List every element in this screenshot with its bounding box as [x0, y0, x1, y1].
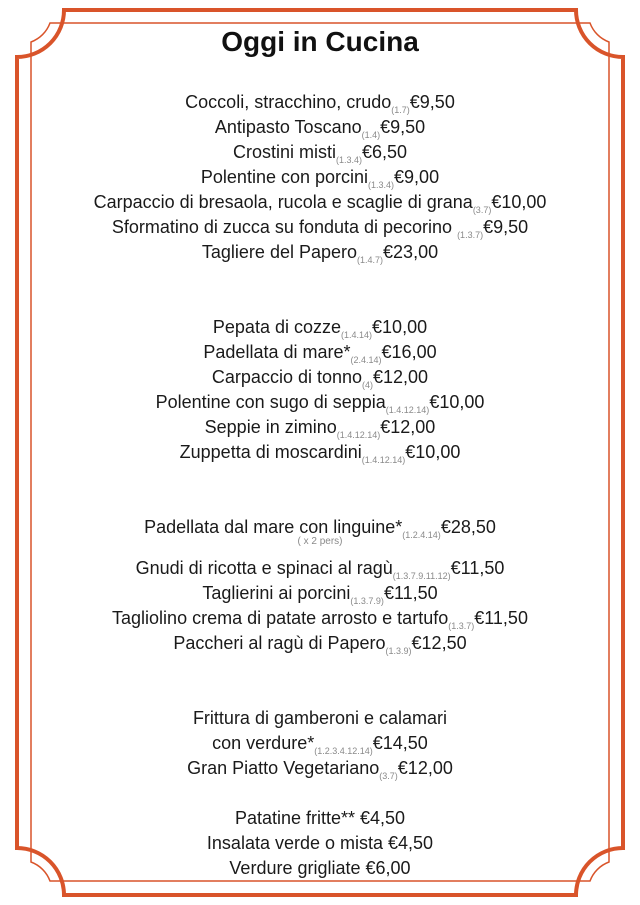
dish-price: €10,00	[405, 442, 461, 462]
allergen-codes: (1.4.12.14)	[361, 455, 406, 465]
allergen-codes: (1.3.7.9.11.12)	[392, 571, 451, 581]
dish-price: €16,00	[381, 342, 437, 362]
dish-name: Polentine con sugo di seppia	[155, 392, 386, 412]
menu-item	[0, 857, 640, 879]
dish-price: €6,50	[361, 142, 408, 162]
dish-price: €9,50	[483, 217, 529, 237]
dish-price: €10,00	[491, 192, 547, 212]
allergen-codes: (3.7)	[379, 771, 398, 781]
allergen-codes: (1.3.7)	[448, 621, 475, 631]
dish-name: Tagliere del Papero	[201, 242, 358, 262]
dish-name: Pepata di cozze	[212, 317, 341, 337]
dish-price: €9,50	[409, 92, 455, 112]
dish-price: €4,50	[388, 833, 434, 853]
dish-name: Polentine con porcini	[200, 167, 369, 187]
dish-name: Padellata di mare*	[203, 342, 351, 362]
dish-name: Paccheri al ragù di Papero	[173, 633, 386, 653]
allergen-codes: (1.3.9)	[385, 646, 412, 656]
dish-price: €9,00	[394, 167, 440, 187]
allergen-codes: (3.7)	[472, 205, 492, 215]
menu-item-line: Frittura di gamberoni e calamari	[192, 708, 448, 728]
allergen-codes: (1.3.7)	[457, 230, 484, 240]
dish-name: Zuppetta di moscardini	[179, 442, 362, 462]
menu-item	[0, 807, 640, 829]
dish-name: Coccoli, stracchino, crudo	[185, 92, 392, 112]
allergen-codes: (4)	[362, 380, 374, 390]
dish-price: €12,00	[380, 417, 436, 437]
dish-price: €11,50	[383, 583, 438, 603]
page-title: Oggi in Cucina	[221, 26, 419, 57]
allergen-codes: (1.4.14)	[341, 330, 373, 340]
allergen-codes: (1.4)	[361, 130, 381, 140]
allergen-codes: (1.3.7.9)	[350, 596, 384, 606]
dish-price: €11,50	[450, 558, 505, 578]
dish-name: Seppie in zimino	[204, 417, 337, 437]
dish-price: €6,00	[365, 858, 411, 878]
dish-name: Taglierini ai porcini	[202, 583, 351, 603]
allergen-codes: (1.4.7)	[357, 255, 384, 265]
allergen-codes: (1.3.4)	[335, 155, 362, 165]
dish-name: con verdure*	[212, 733, 315, 753]
dish-name: Carpaccio di bresaola, rucola e scaglie di grana	[93, 192, 473, 212]
allergen-codes: (2.4.14)	[350, 355, 382, 365]
dish-price: €14,50	[372, 733, 428, 753]
dish-price: €12,00	[373, 367, 429, 387]
allergen-codes: (1.2.3.4.12.14)	[314, 746, 373, 756]
allergen-codes: (1.2.4.14)	[402, 530, 441, 540]
dish-price: €12,50	[411, 633, 467, 653]
menu-item	[0, 441, 640, 471]
dish-name: Patatine fritte**	[234, 808, 356, 828]
dish-name: Tagliolino crema di patate arrosto e tartufo	[112, 608, 449, 628]
dish-price: €10,00	[429, 392, 485, 412]
allergen-codes: (1.4.12.14)	[336, 430, 381, 440]
dish-price: €28,50	[440, 517, 496, 537]
dish-name: Crostini misti	[232, 142, 336, 162]
dish-price: €9,50	[380, 117, 426, 137]
dish-name: Sformatino di zucca su fonduta di pecorino	[111, 217, 458, 237]
menu-item	[0, 241, 640, 271]
menu-item	[0, 832, 640, 854]
dish-price: €11,50	[474, 608, 528, 628]
dish-price: €4,50	[360, 808, 406, 828]
dish-name: Padellata dal mare con linguine*	[144, 517, 403, 537]
menu-item	[0, 632, 640, 662]
dish-name: Insalata verde o mista	[206, 833, 384, 853]
dish-name: Gran Piatto Vegetariano	[187, 758, 380, 778]
serving-note: ( x 2 pers)	[297, 536, 343, 547]
dish-price: €10,00	[372, 317, 428, 337]
allergen-codes: (1.4.12.14)	[385, 405, 430, 415]
allergen-codes: (1.3.4)	[368, 180, 395, 190]
menu-item	[0, 757, 640, 787]
dish-name: Gnudi di ricotta e spinaci al ragù	[135, 558, 393, 578]
allergen-codes: (1.7)	[391, 105, 410, 115]
dish-name: Antipasto Toscano	[214, 117, 362, 137]
dish-price: €23,00	[383, 242, 439, 262]
dish-name: Verdure grigliate	[229, 858, 361, 878]
dish-name: Carpaccio di tonno	[211, 367, 363, 387]
dish-price: €12,00	[397, 758, 453, 778]
